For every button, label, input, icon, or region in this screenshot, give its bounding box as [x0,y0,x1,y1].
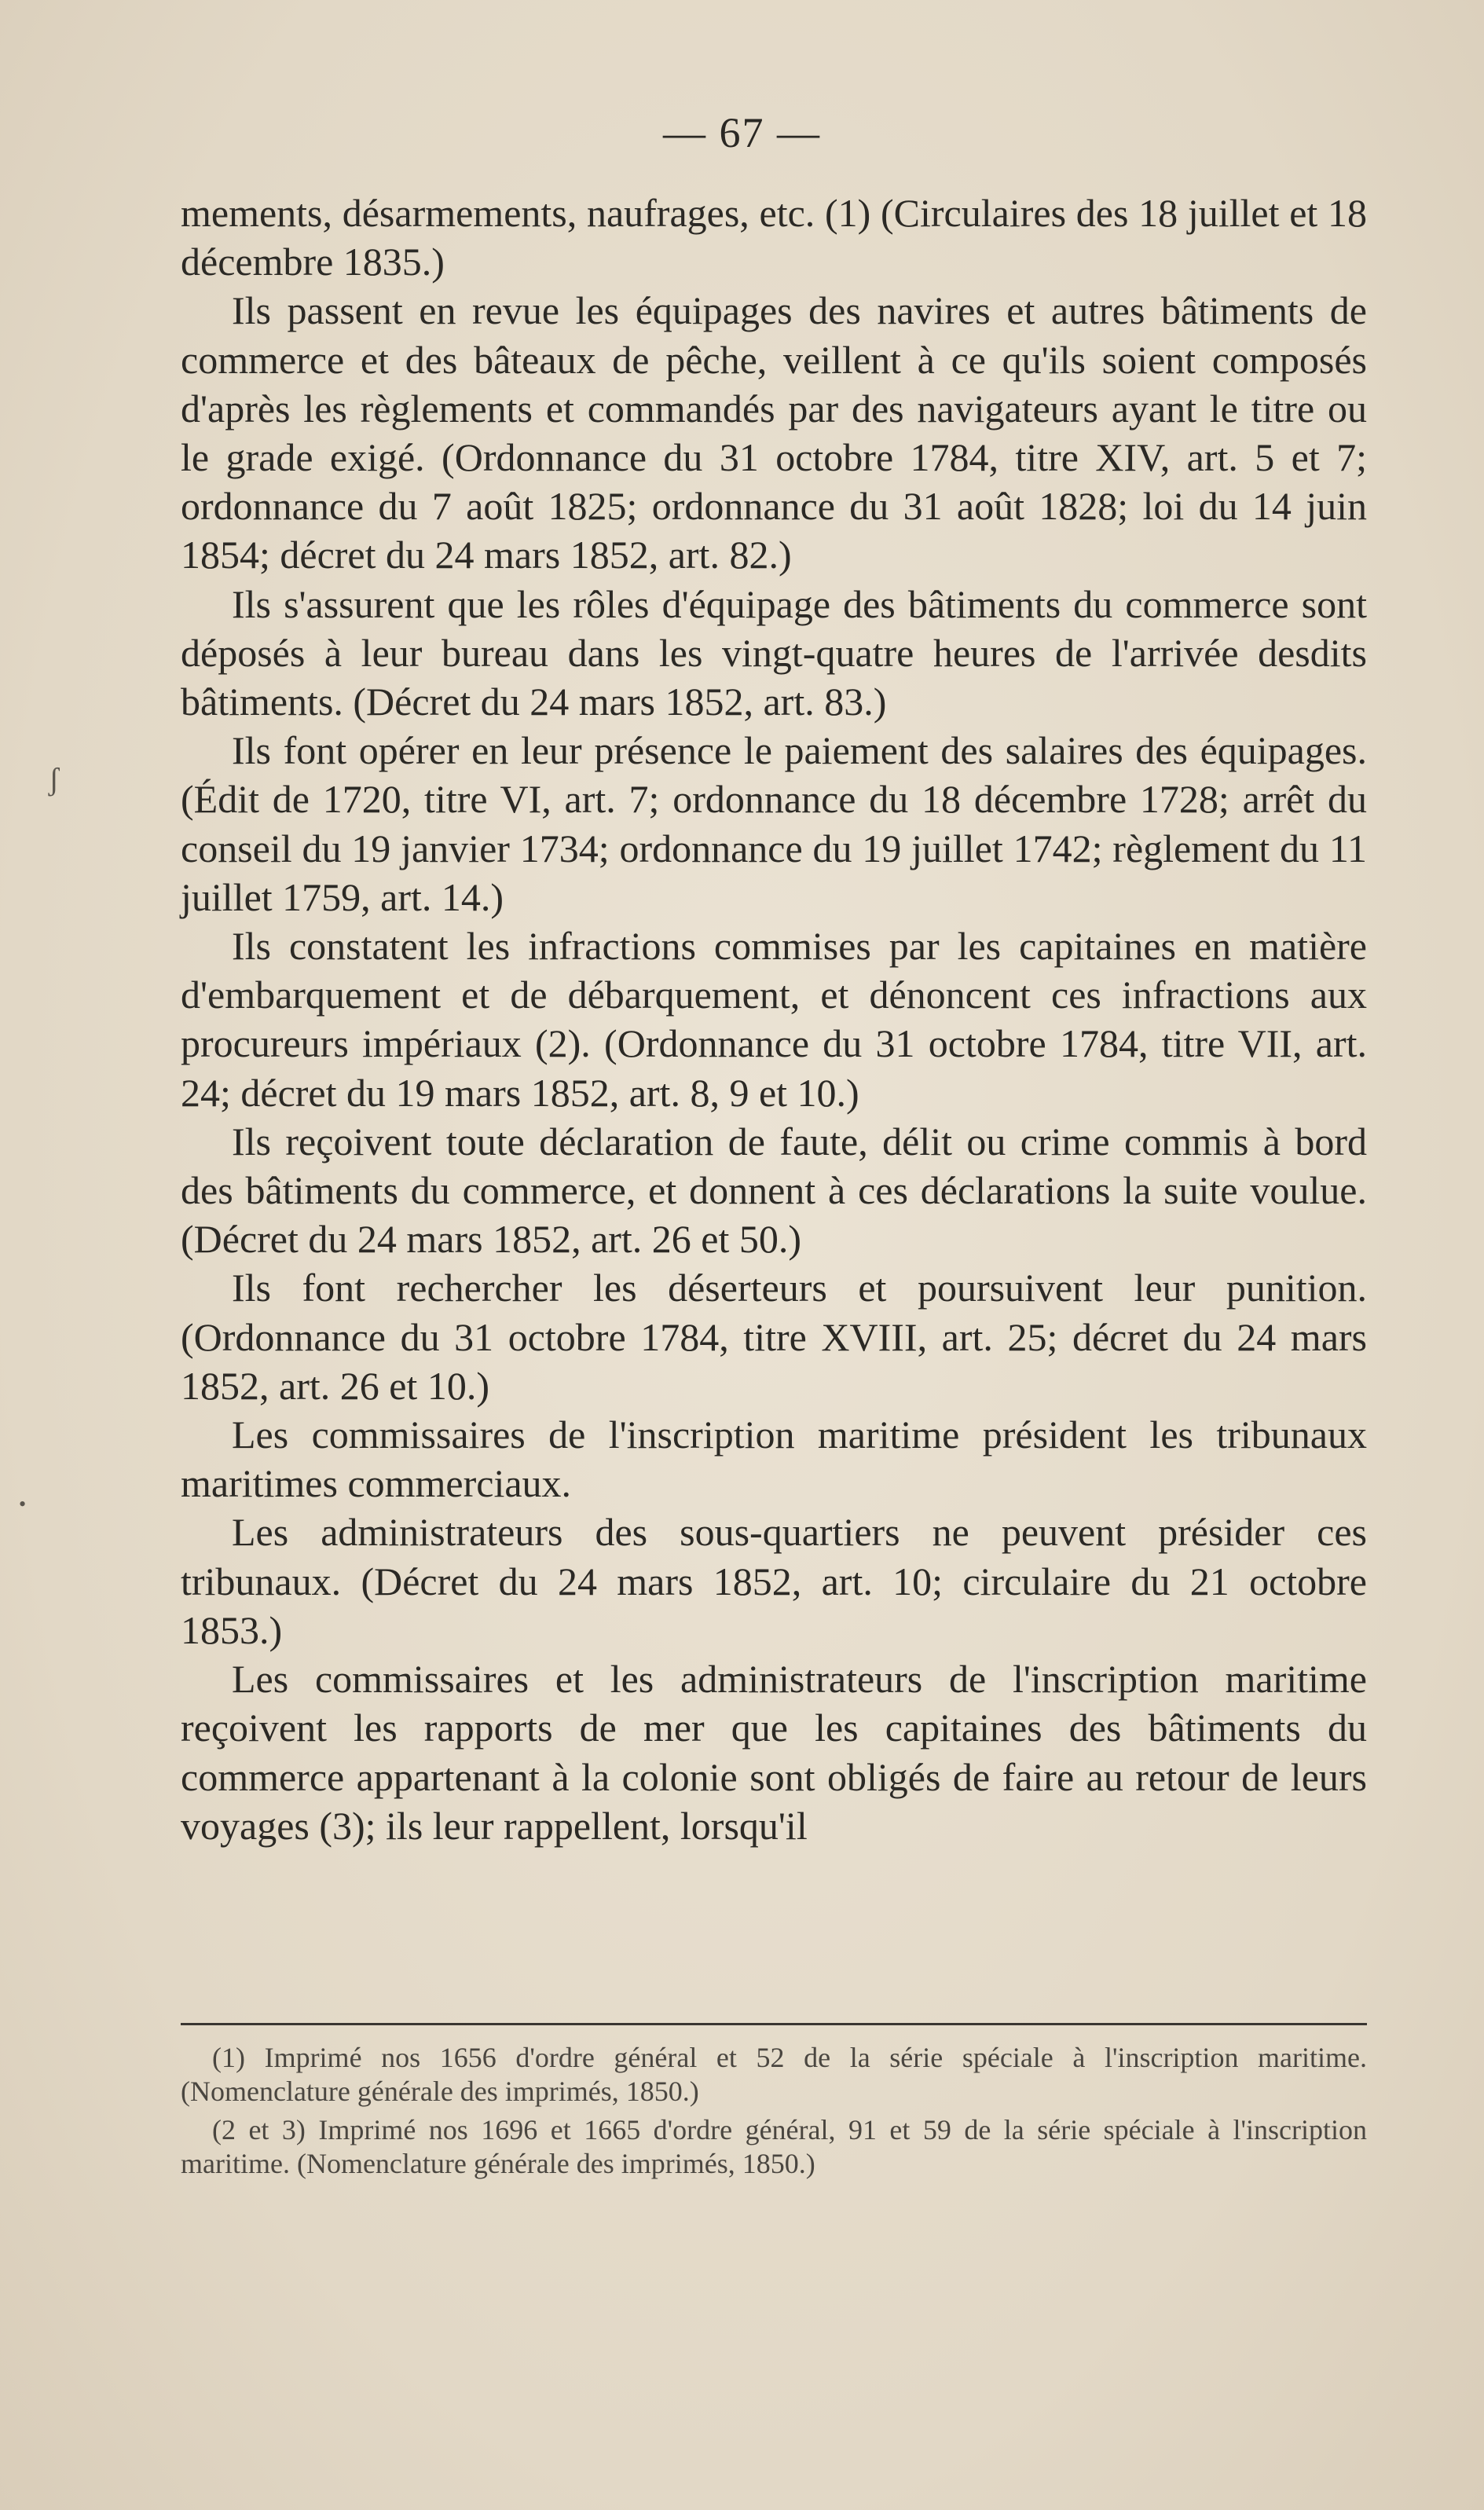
paragraph: Ils s'assurent que les rôles d'équipage des bâtiments du commerce sont déposés à leur bureau dans les vingt-quatre heures de l'arrivée desdits bâtiments. (Décret du 24 mars 1852, art. 83.) [181,581,1367,724]
footnote: (2 et 3) Imprimé nos 1696 et 1665 d'ordre général, 91 et 59 de la série spéciale à l'inscription maritime. (Nomenclature générale des imprimés, 1850.) [181,2114,1367,2179]
paragraph: Ils font opérer en leur présence le paiement des salaires des équipages. (Édit de 1720, titre VI, art. 7; ordonnance du 18 décembre 1728; arrêt du conseil du 19 janvier 1734; ordonnance du 19 juillet 1742; règlement du 11 juillet 1759, art. 14.) [181,728,1367,919]
paragraph: mements, désarmements, naufrages, etc. (1) (Circulaires des 18 juillet et 18 décembre 1835.) [181,191,1367,284]
paragraph: Ils font rechercher les déserteurs et poursuivent leur punition. (Ordonnance du 31 octobre 1784, titre XVIII, art. 25; décret du 24 mars 1852, art. 26 et 10.) [181,1266,1367,1408]
paragraph: Les administrateurs des sous-quartiers ne peuvent présider ces tribunaux. (Décret du 24 mars 1852, art. 10; circulaire du 21 octobre 1853.) [181,1510,1367,1652]
margin-mark: ʃ [49,761,60,797]
margin-mark: • [19,1493,27,1515]
paragraph: Ils reçoivent toute déclaration de faute, délit ou crime commis à bord des bâtiments du commerce, et donnent à ces déclarations la suite voulue. (Décret du 24 mars 1852, art. 26 et 50.) [181,1119,1367,1262]
footnote: (1) Imprimé nos 1656 d'ordre général et 52 de la série spéciale à l'inscription maritime. (Nomenclature générale des imprimés, 1850.) [181,2042,1367,2107]
paragraph: Ils passent en revue les équipages des navires et autres bâtiments de commerce et des bâteaux de pêche, veillent à ce qu'ils soient composés d'après les règlements et commandés par des navigateurs ayant le titre ou le grade exigé. (Ordonnance du 31 octobre 1784, titre XIV, art. 5 et 7; ordonnance du 7 août 1825; ordonnance du 31 août 1828; loi du 14 juin 1854; décret du 24 mars 1852, art. 82.) [181,288,1367,577]
page-number: — 67 — [663,109,821,156]
body-text [181,189,1367,1850]
footnotes [181,2041,1367,2186]
paragraph: Les commissaires de l'inscription maritime président les tribunaux maritimes commerciaux. [181,1413,1367,1506]
footnote-divider [181,2023,1367,2025]
paragraph: Ils constatent les infractions commises par les capitaines en matière d'embarquement et de débarquement, et dénoncent ces infractions aux procureurs impériaux (2). (Ordonnance du 31 octobre 1784, titre VII, art. 24; décret du 19 mars 1852, art. 8, 9 et 10.) [181,924,1367,1115]
paragraph: Les commissaires et les administrateurs de l'inscription maritime reçoivent les rapports de mer que les capitaines des bâtiments du commerce appartenant à la colonie sont obligés de faire au retour de leurs voyages (3); ils leur rappellent, lorsqu'il [181,1657,1367,1848]
